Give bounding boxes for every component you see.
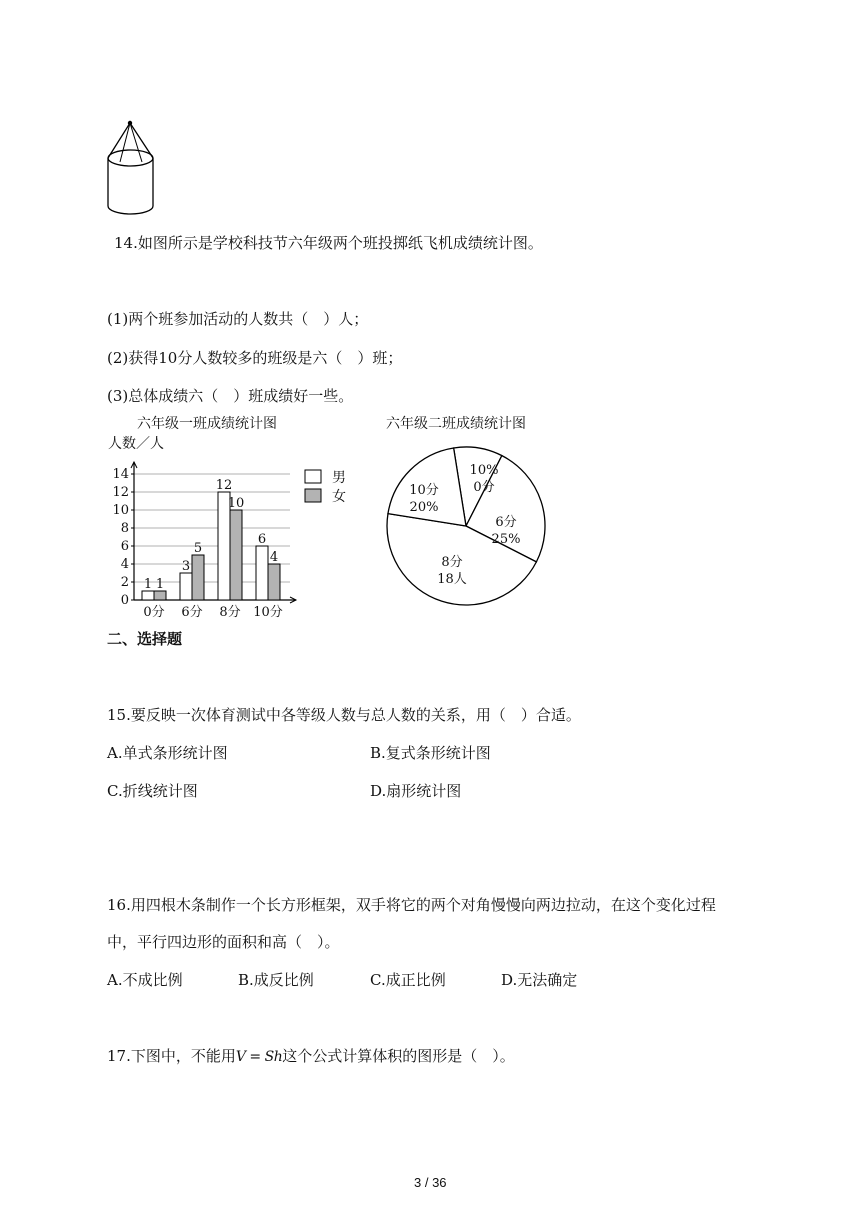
bar-value-label: 10 — [227, 496, 245, 511]
pie-chart-title: 六年级二班成绩统计图 — [386, 416, 526, 432]
pie-chart-class2 — [380, 410, 560, 610]
bar-chart-title: 六年级一班成绩统计图 — [137, 416, 277, 432]
q15-option-a: A.单式条形统计图 — [107, 744, 228, 762]
q15-option-d: D.扇形统计图 — [370, 782, 462, 800]
q14-stem: 14.如图所示是学校科技节六年级两个班投掷纸飞机成绩统计图。 — [114, 234, 543, 252]
legend-swatch — [305, 470, 321, 483]
q14-sub3: (3)总体成绩六（ ）班成绩好一些。 — [107, 387, 354, 405]
x-category-label: 10分 — [253, 605, 283, 620]
q17-stem — [107, 1046, 515, 1067]
q16-option-c: C.成正比例 — [370, 971, 446, 989]
pie-slice-sublabel: 0分 — [473, 480, 495, 495]
q14-sub1: (1)两个班参加活动的人数共（ ）人； — [107, 310, 369, 328]
y-tick-label: 2 — [120, 575, 129, 590]
bar-male — [256, 546, 268, 600]
q14-sub2: (2)获得10分人数较多的班级是六（ ）班； — [107, 349, 403, 367]
bar-value-label: 3 — [181, 559, 191, 574]
pie-slice-label: 8分 — [441, 555, 463, 570]
y-tick-label: 8 — [120, 521, 129, 536]
legend-swatch — [305, 489, 321, 502]
bar-female — [192, 555, 204, 600]
bar-male — [180, 573, 192, 600]
bar-male — [142, 591, 154, 600]
q15-option-c: C.折线统计图 — [107, 782, 198, 800]
bar-chart-ylabel: 人数／人 — [108, 436, 164, 452]
q16-option-d: D.无法确定 — [501, 971, 578, 989]
q15-stem: 15.要反映一次体育测试中各等级人数与总人数的关系，用（ ）合适。 — [107, 706, 581, 724]
y-tick-label: 0 — [120, 593, 129, 608]
bar-value-label: 1 — [143, 577, 153, 592]
q17-stem-after: 这个公式计算体积的图形是（ ）。 — [282, 1047, 515, 1065]
bar-value-label: 12 — [215, 478, 233, 493]
bar-value-label: 4 — [269, 550, 279, 565]
x-category-label: 0分 — [143, 605, 165, 620]
x-category-label: 8分 — [219, 605, 241, 620]
pie-slice-label: 10% — [469, 463, 499, 478]
bar-female — [230, 510, 242, 600]
pie-slice-label: 6分 — [495, 515, 517, 530]
bar-value-label: 6 — [257, 532, 267, 547]
q16-stem-line2: 中，平行四边形的面积和高（ ）。 — [107, 933, 340, 951]
pie-slice-sublabel: 20% — [409, 500, 439, 515]
q16-stem-line1: 16.用四根木条制作一个长方形框架，双手将它的两个对角慢慢向两边拉动，在这个变化过程 — [107, 896, 716, 914]
y-tick-label: 12 — [112, 485, 129, 500]
legend-label: 男 — [332, 470, 346, 486]
y-tick-label: 6 — [120, 539, 129, 554]
bar-female — [154, 591, 166, 600]
q17-stem-before: 17.下图中，不能用 — [107, 1047, 236, 1065]
q16-option-a: A.不成比例 — [107, 971, 183, 989]
y-tick-label: 4 — [120, 557, 129, 572]
legend-label: 女 — [332, 489, 346, 505]
x-category-label: 6分 — [181, 605, 203, 620]
bar-value-label: 5 — [193, 541, 203, 556]
q15-option-b: B.复式条形统计图 — [370, 744, 491, 762]
pie-slice-label: 10分 — [409, 483, 439, 498]
pie-slice-sublabel: 25% — [491, 532, 521, 547]
y-tick-label: 10 — [112, 503, 129, 518]
bar-value-label: 1 — [155, 577, 165, 592]
y-tick-label: 14 — [112, 467, 129, 482]
bar-female — [268, 564, 280, 600]
page-number: 3 / 36 — [414, 1175, 447, 1190]
q16-option-b: B.成反比例 — [238, 971, 314, 989]
section-heading: 二、选择题 — [107, 630, 183, 648]
cone-cylinder-figure — [100, 112, 164, 220]
pie-slice-sublabel: 18人 — [437, 572, 467, 587]
bar-chart-class1 — [100, 410, 370, 625]
q17-formula: V = Sh — [235, 1049, 283, 1065]
